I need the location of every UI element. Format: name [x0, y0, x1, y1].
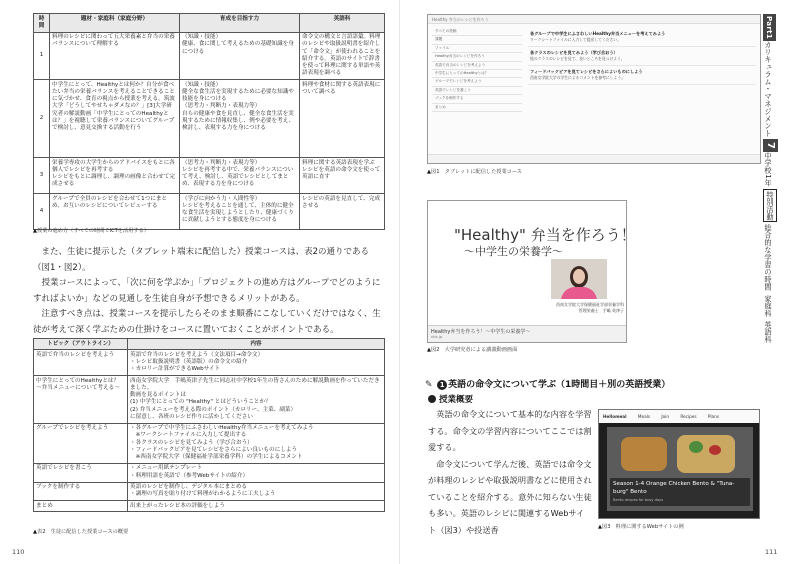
photo-caption-note: Bento recipes for busy days	[613, 498, 664, 502]
vegetable-red	[709, 445, 721, 455]
figure1-feed	[528, 28, 756, 85]
bento-box-left	[621, 437, 667, 471]
section-title: 英語の命令文について学ぶ	[448, 380, 556, 390]
content-cell: 西南女学院大学 手嶋英津子先生に同志社中学校1年生の皆さんのために解説動画を作っていただきました。 動画を見るポイントは (1) 中学生にとっての "Healthy" とはどういうことか？ (2) 弁当メニューを考える際のポイント（カロリー、主菜、副菜） に留意し、各班のレシピ作りに活かしてください	[128, 376, 385, 424]
lecturer-body	[561, 287, 597, 299]
feed-post	[528, 47, 756, 66]
header-cell: 英語科	[300, 14, 385, 33]
video-info-title: Healthy弁当を作ろう！〜中学生の栄養学〜	[431, 329, 531, 335]
feed-post	[528, 66, 756, 85]
figure1-caption	[427, 168, 522, 175]
sidebar-item: グループでレシピを考えよう	[432, 78, 522, 86]
english-cell: 命令文の構文と言語語彙。料理のレシピや取扱説明書を紹介して「命令文」が使われることを紹介する。英語のサイトで辞書を使って料理に関する単語や英語表現を調べる	[300, 32, 385, 80]
nav-item: Recipes	[680, 414, 697, 419]
post-text: 他のクラスのレシピを見て、良いところを見つけよう。	[530, 56, 625, 61]
table-header-row	[34, 339, 385, 350]
section-heading	[425, 377, 670, 390]
english-cell: 料理や食材に関する英語表現について調べる	[300, 80, 385, 158]
period-cell: 3	[34, 158, 50, 194]
credit-affiliation: 西南女学院大学保健福祉学部栄養学科	[556, 302, 624, 307]
topic-cell: まとめ	[34, 501, 128, 512]
nav-item: Join	[661, 414, 669, 419]
side-tab-subject: 家庭科	[764, 294, 773, 318]
lesson-plan-table	[33, 13, 385, 230]
side-tab-subject: 英語科	[764, 321, 773, 344]
english-cell: レシピの英語を見直して、完成させる	[300, 194, 385, 230]
photo-caption-title: Season 1-4 Orange Chicken Bento & "Tuna-burg" Bento	[613, 481, 735, 495]
bento-box-right	[677, 435, 735, 473]
sidebar-item: Healthy弁当のレシピを作ろう	[432, 53, 522, 61]
sidebar-item: ブックを制作する	[432, 95, 522, 103]
photo-caption	[610, 478, 750, 506]
table-row	[34, 423, 385, 463]
table2-caption	[33, 528, 128, 535]
topic-cell: 中学生にとってのHealthyとは？ 〜弁当メニューについて考える〜	[34, 376, 128, 424]
sidebar-item: すべての投稿	[432, 28, 522, 36]
header-cell: 時間	[34, 14, 50, 33]
left-body-text	[33, 245, 385, 338]
figure1-sidebar	[432, 28, 522, 112]
skill-cell: （思考力・判断力・表現力等） レシピを再考する中で、栄養バランスについて考え、検討し、英語でレシピとしてまとめ、表現する力を身につける	[180, 158, 300, 194]
sidebar-item: 課題	[432, 36, 522, 44]
chapter-side-tab	[763, 14, 783, 343]
caption-marker: ▲	[598, 524, 602, 530]
table-row	[34, 376, 385, 424]
skill-cell: （知識・技能） 健全な食生活を実現するために必要な知識や技能を身につける （思考力・判断力・表現力等） 自らの健康や食を見直し、健全な食生活を実現するために情報収集し、例や必要を考え、検討し、表現する力を身につける	[180, 80, 300, 158]
period-cell: 4	[34, 194, 50, 230]
caption-text: 表2 生徒に配信した授業コースの概要	[37, 529, 129, 535]
topic-cell: グループで全員のレシピを合わせて1つにまとめ、お互いのレシピについてレビューする	[50, 194, 180, 230]
caption-marker: ▲	[427, 347, 431, 353]
header-cell: 題材・家庭科（家庭分野）	[50, 14, 180, 33]
part-label: Part1	[765, 16, 774, 39]
post-title: フィードバックピアを見てレシピをさらによいものにしよう	[530, 69, 643, 74]
content-cell: 英語で弁当のレシピを考えよう（文法項目→命令文） ・レシピ取扱説明書（英語版）の命令文の紹介 ・カロリー計算ができるWebサイト	[128, 350, 385, 376]
subheading-text: 授業概要	[439, 395, 474, 405]
header-cell: 育成を目指す力	[180, 14, 300, 33]
sidebar-item: ファイル	[432, 45, 522, 53]
caption-marker: ▲	[33, 529, 37, 535]
english-cell: 料理に関する英語表現を学ぶ レシピを英語の命令文を使って英語に直す	[300, 158, 385, 194]
figure1-title-bar: Healthy 弁当のレシピを作ろう	[428, 15, 760, 24]
table-row	[34, 463, 385, 482]
table-row	[34, 32, 385, 80]
paragraph: 英語の命令文について基本的な内容を学習する。命令文の学習内容についてここでは割愛する。	[428, 409, 592, 452]
skill-cell: （知識・技能） 健康、食に関して考えるための基礎知識を身につける	[180, 32, 300, 80]
sidebar-item: 英語で弁当のレシピを考えよう	[432, 62, 522, 70]
lecturer-photo	[551, 259, 607, 299]
page-number-left: 110	[12, 548, 25, 556]
paragraph: 注意すべき点は、授業コースを提示したらそのまま順番にこなしていくだけではなく、生徒が考えて深く学ぶための仕掛けをコースに置いておくことがポイントである。	[33, 309, 381, 335]
pencil-icon: ✎	[425, 380, 433, 390]
caption-text: 図3 料理に関するWebサイトの例	[602, 524, 684, 530]
video-subtitle: 〜中学生の栄養学〜	[464, 245, 563, 258]
figure3-caption	[598, 523, 684, 530]
figure2-caption	[427, 346, 517, 353]
period-cell: 1	[34, 32, 50, 80]
table-header-row	[34, 14, 385, 33]
topic-cell: 栄養学専攻の大学生からのアドバイスをもとに各個人でレシピを再考する レシピをもとに調理し、調理の画像と合わせて完成させる	[50, 158, 180, 194]
sidebar-item: 中学生にとってのHealthyとは？	[432, 70, 522, 78]
sidebar-item: 英語でレシピを書こう	[432, 87, 522, 95]
section-subtitle: （1時間目＋別の英語授業）	[555, 380, 671, 390]
post-text: ワークシートファイルに入力して提出してください。	[530, 37, 621, 42]
period-cell: 2	[34, 80, 50, 158]
topic-cell: 中学生にとって、Healthyとは何か？自分が食べたい弁当の栄養バランスを考えることできることに気づかせ、食育の視点から授業を考える。筑波大学「どうしてやせちゃダメなの？」[3]大学研究者の解説動画「中学生にとってのHealthyとは？」を視聴して栄養バランスについてグループで検討し、意見交換する活動を行う	[50, 80, 180, 158]
topic-cell: 料理のレシピに関わって五大栄養素と弁当の栄養バランスについて理解する	[50, 32, 180, 80]
lecturer-face	[573, 269, 585, 284]
table-row	[34, 482, 385, 501]
nav-item: Meals	[637, 414, 651, 419]
paragraph: 命令文について学んだ後、英語では命令文が料理のレシピや取扱説明書などに使用されていることを紹介する。意外に知らない生徒も多い。英語のレシピに関連するWebサイト（図3）や投送香	[428, 458, 592, 535]
caption-marker: ▲	[33, 228, 37, 234]
paragraph: また、生徒に提示した（タブレット端末に配信した）授業コースは、表2の通りである（図1・図2）。	[33, 247, 370, 273]
section-number-badge: 1	[437, 380, 447, 390]
right-body-text	[428, 406, 592, 538]
vegetable-green	[689, 441, 703, 453]
figure2-lecture-video	[427, 200, 636, 343]
website-nav	[599, 410, 759, 423]
figure3-recipe-website	[598, 409, 760, 519]
caption-text: 図1 タブレットに配信した授業コース	[431, 169, 522, 175]
table1-caption	[33, 227, 149, 234]
credit-name: 管理栄養士 手嶋 英津子	[578, 308, 624, 313]
skill-cell: （学びに向かう力・人間性等） レシピを考えることを通して、主体的に健全な食生活を実現しようとしたり、健康づくりに貢献しようとする態度を身につける	[180, 194, 300, 230]
sidebar-item: まとめ	[432, 104, 522, 112]
side-tab-box: 特別活動	[763, 189, 777, 223]
topic-cell: グループでレシピを考えよう	[34, 423, 128, 463]
page-number-right: 111	[765, 548, 778, 556]
video-title: "Healthy" 弁当を作ろう！	[454, 226, 636, 244]
figure1-tablet-course-screenshot	[427, 14, 761, 164]
content-cell: 出来上がったレシピ本の評価をしよう	[128, 501, 385, 512]
table-row	[34, 158, 385, 194]
header-cell: 内容	[128, 339, 385, 350]
video-info-bar	[428, 325, 626, 342]
video-info-url: nhk.jp	[431, 335, 443, 339]
table-row	[34, 194, 385, 230]
lecturer-credit	[538, 302, 624, 314]
header-cell: トピック（アウトライン）	[34, 339, 128, 350]
table-row	[34, 80, 385, 158]
table-row	[34, 501, 385, 512]
content-cell: 英語のレシピを制作し、デジタル本にまとめる ・調理の写真を貼り付けて料理がわかるように工夫しよう	[128, 482, 385, 501]
figure1-bottom-bar	[428, 154, 760, 163]
topic-cell: ブックを制作する	[34, 482, 128, 501]
nav-item: Plans	[707, 414, 719, 419]
post-title: 各グループで中学生にふさわしいHealthy弁当メニューを考えてみよう	[530, 31, 666, 36]
table-row	[34, 350, 385, 376]
topic-cell: 英語で弁当のレシピを考えよう	[34, 350, 128, 376]
caption-text: 図2 大学研究者による講義動画画面	[431, 347, 518, 353]
feed-post	[528, 28, 756, 47]
bullet-dot-icon	[428, 395, 436, 403]
caption-marker: ▲	[427, 169, 431, 175]
subheading	[428, 393, 473, 405]
content-cell: ・メニュー用紙テンプレート ・料理用語を英語で（参考Webサイトの紹介）	[128, 463, 385, 482]
chapter-number: 7	[763, 139, 778, 152]
post-title: 各クラスのレシピを見てみよう（学び合おう）	[530, 50, 618, 55]
course-outline-table	[33, 338, 385, 512]
bento-photo	[607, 427, 753, 511]
topic-cell: 英語でレシピを書こう	[34, 463, 128, 482]
post-text: 西南女学院大学の学生によるコメントを参考にしよう。	[530, 75, 625, 80]
side-tab-grade: 中学校1年	[764, 152, 773, 187]
paragraph: 授業コースによって、「次に何を学ぶか」「プロジェクトの進め方はグループでどのようにすればよいか」などの見通しを生徒自身が予想できるメリットがある。	[33, 278, 381, 304]
side-tab-text: カリキュラム・マネジメント	[764, 40, 773, 138]
caption-text: 授業の進め方（すべての時間でICTを活用する）	[37, 228, 149, 234]
content-cell: ・各グループで中学生にふさわしいHealthy弁当メニューを考えてみよう ※ワークシートファイルに入力して提出する ・各クラスのレシピを見てみよう（学び合おう） ・フィードバックピアを見てレシピをさらによい良いものにしよう ※西南女学院大学（保健福祉学部栄養学科）の学生によるコメント	[128, 423, 385, 463]
side-tab-subject: 総合的な学習の時間	[764, 224, 773, 291]
website-logo: Hellomeal	[603, 414, 627, 419]
